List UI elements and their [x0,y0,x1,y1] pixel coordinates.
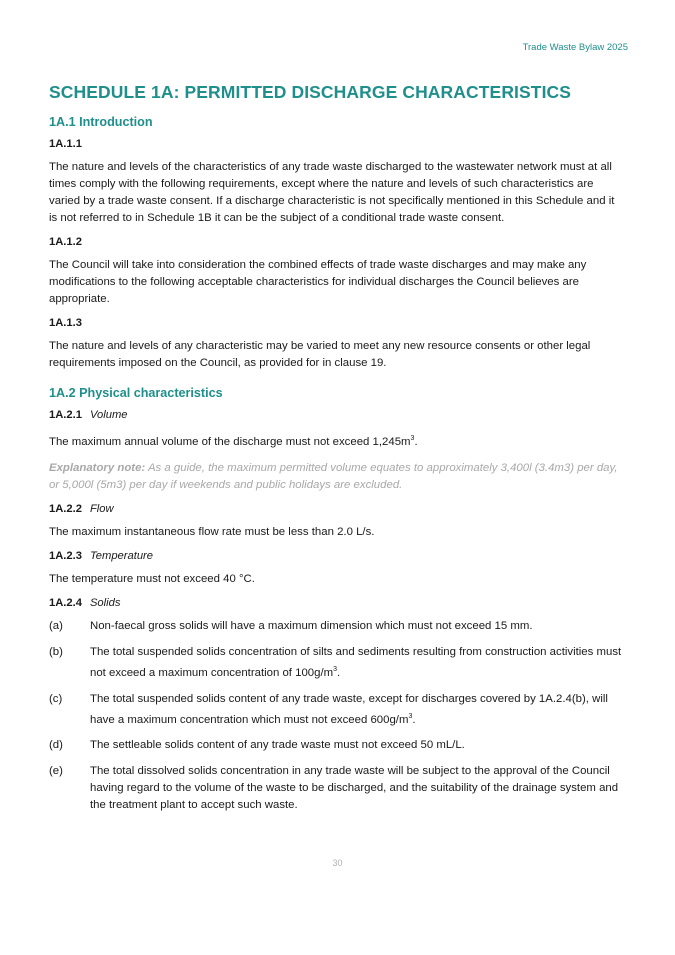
list-item [49,737,624,754]
clause-label: Flow [89,502,114,515]
clause-text: The nature and levels of the characteristics of any trade waste discharged to the wastewater network must at all times comply with the following requirements, except where the nature and levels of such characteristics are varied by a trade waste consent. If a discharge characteristic is not specifically mentioned in this Schedule and it is not referred to in Schedule 1B it can be the subject of a conditional trade waste consent. [49,161,615,224]
list-item-label: (c) [49,692,63,705]
list-item-end: . [337,666,341,679]
section-heading-introduction: 1A.1 Introduction [49,115,153,129]
clause-label: Temperature [89,549,153,562]
list-item-label: (d) [49,739,63,752]
clause-label: Volume [89,409,128,421]
clause-text-temperature: The temperature must not exceed 40 °C. [49,572,255,585]
clause-heading-solids [49,597,624,609]
clause-number: 1A.1.2 [49,236,82,248]
clause-number: 1A.2.3 [49,549,82,562]
list-item-label: (e) [49,765,63,778]
clause-text: The Council will take into consideration the combined effects of trade waste discharges and may make any modifications to the following acceptable characteristics for individual discharges the Council believes are appropriate. [49,259,587,305]
clause-text: The maximum annual volume of the discharge must not exceed 1,245m [49,435,411,448]
clause-heading-temperature [49,550,624,562]
clause-number: 1A.2.4 [49,596,82,609]
list-item-label: (a) [49,619,63,632]
list-item [49,644,624,682]
note-text: As a guide, the maximum permitted volume equates to approximately 3,400l (3.4m3) per day, or 5,000l (5m3) per day if weekends and public holidays are excluded. [49,461,618,491]
list-item [49,691,624,729]
clause-heading-flow [49,503,624,515]
schedule-title: SCHEDULE 1A: PERMITTED DISCHARGE CHARACTERISTICS [49,82,572,102]
clause-number: 1A.1.1 [49,138,82,150]
superscript: 3 [408,712,413,720]
clause-heading-volume [49,409,624,421]
solids-list [49,618,624,815]
clause-text-flow: The maximum instantaneous flow rate must be less than 2.0 L/s. [49,525,375,538]
explanatory-note [49,460,624,494]
superscript: 3 [410,435,415,442]
superscript: 3 [333,665,338,673]
clause-label: Solids [89,596,121,609]
note-label: Explanatory note: [49,461,146,474]
list-item-text: The total dissolved solids concentration in any trade waste will be subject to the approval of the Council having regard to the volume of the waste to be discharged, and the suitability of the drainage system and the treatment plant to accept such waste. [90,765,619,812]
section-heading-physical: 1A.2 Physical characteristics [49,386,223,400]
clause-end: . [414,435,418,448]
list-item-text: The settleable solids content of any trade waste must not exceed 50 mL/L. [90,739,465,752]
list-item-text: Non-faecal gross solids will have a maximum dimension which must not exceed 15 mm. [90,619,533,632]
page-number: 30 [332,858,343,868]
page-content [49,82,624,823]
list-item [49,763,624,814]
running-header: Trade Waste Bylaw 2025 [522,42,628,53]
clause-number: 1A.2.1 [49,409,82,421]
list-item-label: (b) [49,645,63,658]
list-item-end: . [412,713,416,726]
list-item-text: The total suspended solids content of any trade waste, except for discharges covered by 1A.2.4(b), will have a maximum concentration which must not exceed 600g/m [90,692,608,726]
clause-number: 1A.2.2 [49,502,82,515]
list-item [49,618,624,635]
clause-text-volume [49,430,624,451]
clause-text: The nature and levels of any characteristic may be varied to meet any new resource consents or other legal requirements imposed on the Council, as provided for in clause 19. [49,340,591,369]
list-item-text: The total suspended solids concentration of silts and sediments resulting from construction activities must not exceed a maximum concentration of 100g/m [90,645,622,679]
clause-number: 1A.1.3 [49,317,82,329]
